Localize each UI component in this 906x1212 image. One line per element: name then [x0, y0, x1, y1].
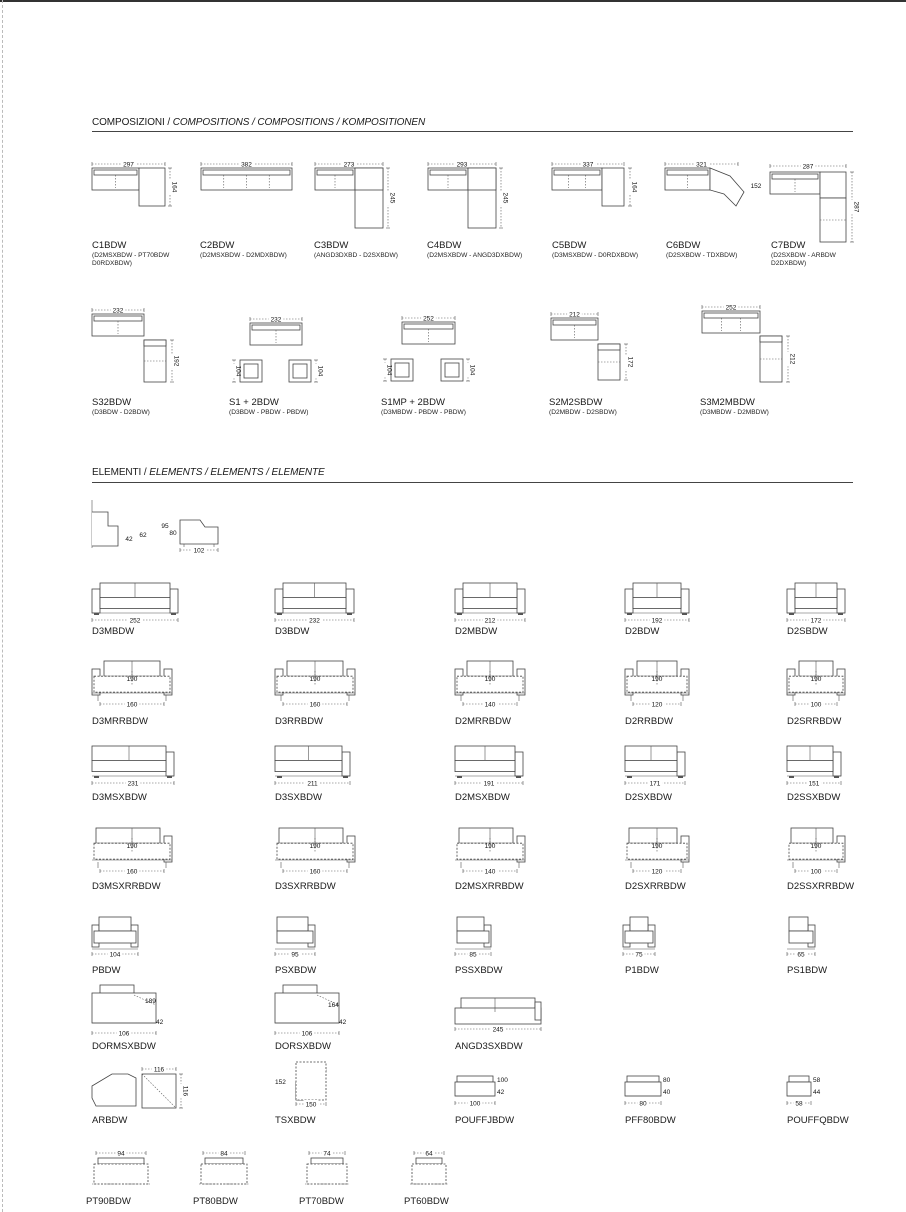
element-26-code: DORMSXBDW [92, 1041, 156, 1052]
element-2-code: D3BDW [275, 626, 310, 637]
composition-8-code: S32BDW [92, 397, 132, 408]
element-34-code: PT90BDW [86, 1196, 131, 1207]
composition-9-code: S1 + 2BDW [229, 397, 279, 408]
composition-6-drawing [665, 160, 762, 206]
dim-width: 212 [484, 617, 496, 625]
dim-side: 152 [750, 183, 762, 190]
composition-2-code: C2BDW [200, 240, 235, 251]
element-20-code: D2SSXRRBDW [787, 881, 855, 892]
composition-11-subtitle-1: (D2MBDW - D2SBDW) [549, 409, 617, 416]
dim-depth: 80 [663, 1077, 671, 1084]
dim-bed-length: 190 [309, 676, 321, 683]
composition-5-code: C5BDW [552, 240, 587, 251]
dim-depth: 212 [788, 353, 796, 365]
element-13-code: D2MSXBDW [455, 792, 510, 803]
element-15-code: D2SSXBDW [787, 792, 841, 803]
element-33-code: POUFFQBDW [787, 1115, 849, 1126]
element-29-drawing [92, 1065, 188, 1108]
element-4-drawing [625, 583, 689, 624]
composition-12-drawing [702, 303, 795, 382]
element-22-drawing [275, 917, 315, 958]
element-25-drawing [787, 917, 815, 958]
dim-width: 116 [153, 1066, 165, 1074]
dim-bed-width: 120 [651, 868, 663, 876]
dim-width: 293 [456, 161, 468, 169]
dim-width: 85 [469, 951, 477, 959]
composition-4-drawing [428, 160, 508, 228]
composition-8-drawing [92, 306, 179, 382]
dim-length: 164 [328, 1002, 339, 1009]
dim-width: 211 [307, 780, 318, 788]
profile-seat-height: 42 [125, 536, 133, 543]
composition-4-subtitle-1: (D2MSXBDW - ANGD3DXBDW) [427, 252, 523, 259]
composition-10-subtitle-1: (D3MBDW - PBDW - PBDW) [381, 409, 466, 416]
element-21-code: PBDW [92, 965, 121, 976]
composition-1-subtitle-1: (D2MSXBDW - PT70BDW [92, 252, 170, 259]
dim-bed-length: 190 [309, 843, 321, 850]
composition-12-subtitle-1: (D3MBDW - D2MBDW) [700, 409, 769, 416]
dim-width: 297 [123, 161, 134, 169]
composition-7-drawing [770, 162, 859, 242]
dim-depth: 164 [170, 181, 178, 193]
dim-depth: 152 [275, 1079, 286, 1086]
element-31-code: POUFFJBDW [455, 1115, 515, 1126]
dim-right-chair: 104 [316, 365, 324, 377]
element-36-drawing [305, 1149, 349, 1184]
dim-bed-length: 190 [126, 843, 138, 850]
element-36-code: PT70BDW [299, 1196, 344, 1207]
dim-width: 106 [301, 1030, 313, 1038]
element-13-drawing [455, 746, 523, 787]
dim-width: 337 [582, 161, 594, 169]
element-35-drawing [199, 1149, 249, 1184]
dim-width: 74 [323, 1150, 331, 1158]
heading-compositions-translations: COMPOSITIONS / COMPOSITIONS / KOMPOSITIONEN [172, 117, 426, 128]
element-18-code: D2MSXRRBDW [455, 881, 524, 892]
element-8-code: D2MRRBDW [455, 716, 511, 727]
dim-depth: 245 [501, 192, 509, 204]
element-12-code: D3SXBDW [275, 792, 322, 803]
composition-3-code: C3BDW [314, 240, 349, 251]
dim-width: 232 [309, 617, 320, 625]
dim-width: 252 [725, 304, 737, 312]
dim-width: 95 [291, 951, 299, 959]
dim-depth: 164 [630, 181, 638, 193]
composition-3-drawing [315, 160, 395, 228]
element-8-drawing [455, 661, 525, 708]
element-10-drawing [787, 661, 845, 708]
dim-width: 171 [649, 780, 661, 788]
element-7-drawing [275, 661, 355, 708]
dim-width: 231 [127, 780, 139, 788]
element-21-drawing [92, 917, 138, 958]
profile-arm-height: 62 [139, 532, 147, 539]
dim-width: 212 [569, 311, 580, 319]
composition-6-subtitle-1: (D2SXBDW - TDXBDW) [666, 252, 738, 259]
element-17-code: D3SXRRBDW [275, 881, 336, 892]
dim-width: 65 [797, 951, 805, 959]
dim-bed-width: 100 [810, 868, 822, 876]
dim-width: 150 [305, 1101, 317, 1109]
element-26-drawing [92, 985, 164, 1037]
composition-7-subtitle-2: D2DXBDW) [771, 260, 807, 267]
element-28-code: ANGD3SXBDW [455, 1041, 523, 1052]
composition-11-drawing [551, 310, 633, 380]
element-6-code: D3MRRBDW [92, 716, 148, 727]
element-27-drawing [275, 985, 347, 1037]
element-19-drawing [625, 828, 689, 875]
dim-bed-width: 160 [126, 868, 138, 876]
composition-1-subtitle-2: D0RDXBDW) [92, 260, 132, 267]
composition-2-drawing [201, 160, 292, 190]
dim-bed-width: 100 [810, 701, 822, 709]
profile-back-depth: 80 [169, 530, 177, 537]
element-37-drawing [410, 1149, 448, 1184]
element-23-code: PSSXBDW [455, 965, 503, 976]
dim-depth: 172 [626, 356, 634, 368]
dim-height: 42 [497, 1089, 505, 1096]
dim-width: 151 [808, 780, 820, 788]
element-33-drawing [787, 1076, 821, 1107]
dim-width: 232 [270, 316, 282, 324]
dim-bed-length: 190 [651, 676, 663, 683]
composition-5-drawing [552, 160, 637, 206]
dim-bed-width: 160 [126, 701, 138, 709]
dim-depth: 100 [497, 1077, 508, 1084]
dim-bed-length: 190 [126, 676, 138, 683]
dim-seat: 42 [339, 1019, 347, 1026]
element-12-drawing [275, 746, 350, 787]
element-16-code: D3MSXRRBDW [92, 881, 161, 892]
element-7-code: D3RRBDW [275, 716, 324, 727]
dim-width: 252 [129, 617, 141, 625]
composition-10-code: S1MP + 2BDW [381, 397, 445, 408]
composition-5-subtitle-1: (D3MSXBDW - D0RDXBDW) [552, 252, 639, 259]
dim-depth: 245 [388, 192, 396, 204]
composition-10-drawing [381, 314, 475, 381]
dim-left-chair: 104 [385, 364, 393, 376]
dim-bed-length: 190 [484, 676, 496, 683]
element-10-code: D2SRRBDW [787, 716, 842, 727]
element-2-drawing [275, 583, 354, 624]
dim-width: 191 [483, 780, 495, 788]
element-32-drawing [625, 1076, 671, 1107]
dim-depth: 287 [852, 201, 860, 213]
dim-bed-width: 120 [651, 701, 663, 709]
dim-width: 75 [635, 951, 643, 959]
element-3-code: D2MBDW [455, 626, 498, 637]
dim-width: 58 [795, 1100, 803, 1108]
element-28-drawing [455, 998, 541, 1033]
dim-width: 104 [109, 951, 121, 959]
element-1-code: D3MBDW [92, 626, 135, 637]
element-22-code: PSXBDW [275, 965, 317, 976]
composition-9-drawing [230, 315, 323, 382]
composition-4-code: C4BDW [427, 240, 462, 251]
dim-seat: 42 [156, 1019, 164, 1026]
element-35-code: PT80BDW [193, 1196, 238, 1207]
dim-width: 192 [651, 617, 663, 625]
element-20-drawing [787, 828, 845, 875]
element-16-drawing [92, 828, 172, 875]
element-31-drawing [455, 1076, 508, 1107]
dim-width: 80 [639, 1100, 647, 1108]
dim-bed-length: 190 [484, 843, 496, 850]
element-1-drawing [92, 583, 178, 624]
composition-9-subtitle-1: (D3BDW - PBDW - PBDW) [229, 409, 309, 416]
dim-width: 232 [112, 307, 124, 315]
dim-width: 287 [802, 163, 814, 171]
dim-width: 100 [469, 1100, 481, 1108]
dim-width: 273 [343, 161, 355, 169]
dim-depth: 58 [813, 1077, 821, 1084]
dim-width: 172 [810, 617, 822, 625]
element-19-code: D2SXRRBDW [625, 881, 686, 892]
dim-bed-width: 160 [309, 701, 321, 709]
composition-7-code: C7BDW [771, 240, 806, 251]
element-6-drawing [92, 661, 172, 708]
dim-height: 44 [813, 1089, 821, 1096]
composition-11-code: S2M2SBDW [549, 397, 603, 408]
dim-depth: 192 [172, 355, 180, 367]
element-11-drawing [92, 746, 174, 787]
profile-drawing [92, 500, 218, 554]
element-9-code: D2RRBDW [625, 716, 674, 727]
dim-bed-width: 140 [484, 701, 496, 709]
profile-depth: 102 [193, 547, 205, 555]
dim-width: 252 [423, 315, 434, 323]
dim-height: 40 [663, 1089, 671, 1096]
heading-elements-translations: ELEMENTS / ELEMENTS / ELEMENTE [149, 467, 325, 478]
element-9-drawing [625, 661, 689, 708]
element-11-code: D3MSXBDW [92, 792, 147, 803]
dim-width: 321 [696, 161, 707, 169]
element-24-drawing [623, 917, 655, 958]
dim-left-chair: 104 [234, 365, 242, 377]
composition-12-code: S3M2MBDW [700, 397, 755, 408]
element-25-code: PS1BDW [787, 965, 828, 976]
composition-6-code: C6BDW [666, 240, 701, 251]
composition-2-subtitle-1: (D2MSXBDW - D2MDXBDW) [200, 252, 287, 259]
dim-width: 84 [220, 1150, 228, 1158]
composition-1-code: C1BDW [92, 240, 127, 251]
dim-bed-length: 190 [810, 676, 822, 683]
dim-right-chair: 104 [468, 364, 476, 376]
element-23-drawing [455, 917, 491, 958]
dim-bed-length: 190 [810, 843, 822, 850]
composition-8-subtitle-1: (D3BDW - D2BDW) [92, 409, 150, 416]
heading-compositions-italian: COMPOSIZIONI / [92, 117, 173, 128]
dim-width: 94 [117, 1150, 125, 1158]
composition-3-subtitle-1: (ANGD3DXBD - D2SXBDW) [314, 252, 398, 259]
dim-width: 382 [241, 161, 252, 169]
dim-width: 106 [118, 1030, 130, 1038]
profile-total-height: 95 [161, 523, 169, 530]
dim-depth: 116 [181, 1085, 189, 1097]
composition-1-drawing [92, 160, 177, 206]
dim-width: 245 [492, 1026, 504, 1034]
element-18-drawing [455, 828, 525, 875]
element-37-code: PT60BDW [404, 1196, 449, 1207]
element-29-code: ARBDW [92, 1115, 128, 1126]
element-30-drawing [275, 1062, 326, 1108]
element-3-drawing [455, 583, 525, 624]
element-5-drawing [787, 583, 845, 624]
element-34-drawing [92, 1149, 150, 1184]
element-5-code: D2SBDW [787, 626, 828, 637]
dim-length: 189 [145, 998, 156, 1005]
element-30-code: TSXBDW [275, 1115, 316, 1126]
dim-width: 64 [425, 1150, 433, 1158]
dim-bed-length: 190 [651, 843, 663, 850]
element-4-code: D2BDW [625, 626, 660, 637]
element-14-drawing [625, 746, 685, 787]
element-27-code: DORSXBDW [275, 1041, 331, 1052]
element-24-code: P1BDW [625, 965, 659, 976]
element-14-code: D2SXBDW [625, 792, 672, 803]
heading-elements-italian: ELEMENTI / [92, 467, 150, 478]
element-32-code: PFF80BDW [625, 1115, 676, 1126]
element-17-drawing [275, 828, 355, 875]
element-15-drawing [787, 746, 841, 787]
dim-bed-width: 140 [484, 868, 496, 876]
dim-bed-width: 160 [309, 868, 321, 876]
composition-7-subtitle-1: (D2SXBDW - ARBDW [771, 252, 836, 259]
